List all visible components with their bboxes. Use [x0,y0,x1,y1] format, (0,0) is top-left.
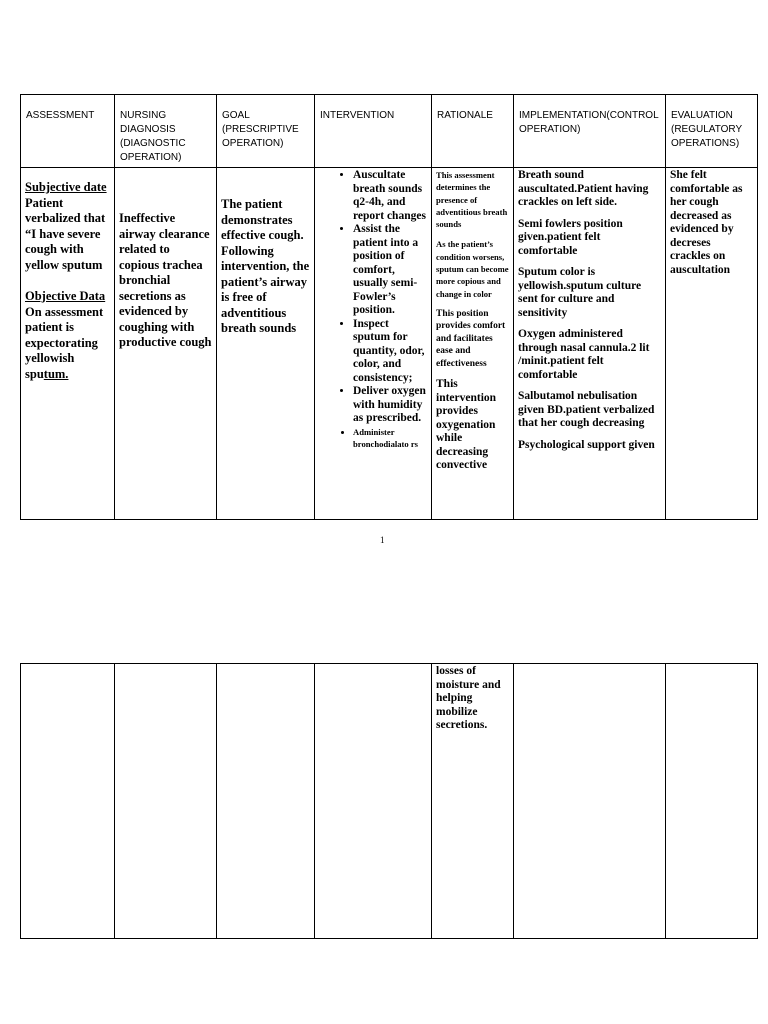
implementation-item: Sputum color is yellowish.sputum culture sent for culture and sensitivity [518,266,642,319]
rationale-item: As the patient’s condition worsens, sputum can become more copious and change in color [436,239,509,299]
continued-evaluation-cell [666,664,758,939]
intervention-item: • Administer bronchodialato rs [353,426,427,451]
implementation-item: Semi fowlers position given.patient felt comfortable [518,217,623,257]
continued-goal-cell [217,664,315,939]
rationale-item: This position provides comfort and facilitates ease and effectiveness [436,308,506,369]
rationale-cell [432,168,514,520]
header-rationale: RATIONALE [432,95,514,168]
header-row [21,95,758,168]
evaluation-cell: She felt comfortable as her cough decreased as evidenced by decreses crackles on auscultation [666,168,758,520]
objective-label: Objective Data [25,289,106,303]
intervention-cell [315,168,432,520]
continued-row [21,664,758,939]
continued-assessment-cell [21,664,115,939]
continued-rationale-cell: losses of moisture and helping mobilize secretions. [432,664,514,939]
care-plan-table [20,94,758,520]
header-nursing-diagnosis: NURSING DIAGNOSIS (DIAGNOSTIC OPERATION) [115,95,217,168]
header-goal: GOAL (PRESCRIPTIVE OPERATION) [217,95,315,168]
intervention-item: • Auscultate breath sounds q2-4h, and report changes [353,169,427,223]
content-row [21,168,758,520]
continued-diagnosis-cell [115,664,217,939]
intervention-item: • Assist the patient into a position of comfort, usually semi-Fowler’s position. [353,223,427,318]
implementation-item: Psychological support given [518,438,655,451]
page-number: 1 [380,535,385,545]
diagnosis-cell: Ineffective airway clearance related to copious trachea bronchial secretions as evidenced by coughing with productive cough [115,168,217,520]
objective-text: On assessment patient is expectorating yellowish sputum. [25,304,104,381]
care-plan-table-continued [20,663,758,939]
continued-implementation-cell [514,664,666,939]
intervention-item: • Inspect sputum for quantity, odor, color, and consistency; [353,318,427,386]
subjective-text: Patient verbalized that “I have severe cough with yellow sputum [25,195,106,272]
intervention-list [319,169,427,450]
implementation-item: Oxygen administered through nasal cannula.2 lit /minit.patient felt comfortable [518,328,650,381]
assessment-cell [21,168,115,520]
continued-intervention-cell [315,664,432,939]
implementation-item: Breath sound auscultated.Patient having crackles on left side. [518,169,649,208]
intervention-item: • Deliver oxygen with humidity as prescribed. [353,385,427,426]
header-assessment: ASSESSMENT [21,95,115,168]
rationale-item: This assessment determines the presence of adventitious breath sounds [436,170,508,230]
implementation-item: Salbutamol nebulisation given BD.patient verbalized that her cough decreasing [518,390,655,429]
subjective-label: Subjective date [25,180,107,194]
header-evaluation: EVALUATION (REGULATORY OPERATIONS) [666,95,758,168]
header-implementation: IMPLEMENTATION(CONTROL OPERATION) [514,95,666,168]
rationale-item: This intervention provides oxygenation while decreasing convective [436,378,497,472]
implementation-cell [514,168,666,520]
header-intervention: INTERVENTION [315,95,432,168]
goal-cell: The patient demonstrates effective cough. Following intervention, the patient’s airway is free of adventitious breath sounds [217,168,315,520]
